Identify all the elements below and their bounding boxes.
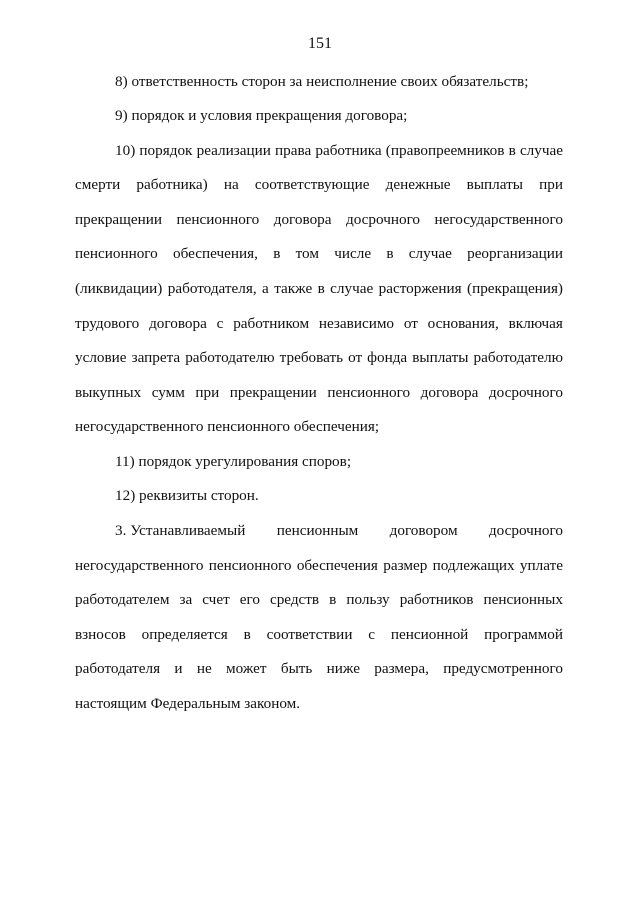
text-line: [115, 140, 563, 162]
word: соответствующие: [254, 176, 370, 193]
word: прекращении: [75, 211, 162, 228]
word: не: [196, 660, 212, 677]
word: и: [174, 660, 183, 677]
word: договора: [149, 315, 207, 332]
word: 10): [115, 142, 136, 159]
word: в: [329, 591, 337, 608]
text-line: 11) порядок урегулирования споров;: [115, 453, 352, 470]
word: выплаты: [466, 176, 523, 193]
word: пенсионного: [327, 384, 411, 401]
word: программой: [484, 626, 563, 643]
word: размер: [383, 557, 428, 574]
word: от: [403, 315, 418, 332]
word: смерти: [75, 176, 121, 193]
word: за: [179, 591, 193, 608]
word: при: [195, 384, 220, 401]
word: работодателю: [473, 349, 563, 366]
word: работодателю: [185, 349, 275, 366]
word: реализации: [196, 142, 271, 159]
word: негосударственного: [434, 211, 563, 228]
word: обеспечения,: [173, 245, 258, 262]
word: уплате: [519, 557, 563, 574]
word: работодателя: [75, 660, 161, 677]
text-line: [75, 209, 563, 231]
word: пенсионного: [208, 557, 292, 574]
text-line: 9) порядок и условия прекращения договора;: [115, 107, 408, 124]
text-line: [75, 243, 563, 265]
word: работником: [233, 315, 310, 332]
word: от: [348, 349, 363, 366]
text-line: [75, 589, 563, 611]
word: независимо: [318, 315, 395, 332]
word: соответствии: [266, 626, 353, 643]
word: случае: [330, 280, 374, 297]
word: прекращении: [229, 384, 317, 401]
text-line: [75, 624, 563, 646]
word: пенсионных: [483, 591, 563, 608]
text-line: [75, 313, 563, 335]
word: в: [273, 245, 281, 262]
word: счет: [202, 591, 230, 608]
word: досрочного: [488, 522, 563, 539]
word: с: [216, 315, 224, 332]
word: обеспечения: [296, 557, 378, 574]
word: основания,: [427, 315, 499, 332]
word: требовать: [279, 349, 344, 366]
text-line: негосударственного пенсионного обеспечения;: [75, 418, 380, 435]
word: с: [368, 626, 376, 643]
word: условие: [75, 349, 127, 366]
text-line: настоящим Федеральным законом.: [75, 695, 301, 712]
text-line: [75, 347, 563, 369]
word: сумм: [151, 384, 185, 401]
word: в: [317, 280, 325, 297]
word: запрета: [131, 349, 181, 366]
word: трудового: [75, 315, 140, 332]
word: быть: [280, 660, 313, 677]
word: выкупных: [75, 384, 142, 401]
word: 3. Устанавливаемый: [115, 522, 246, 539]
word: порядок: [139, 142, 193, 159]
word: при: [539, 176, 563, 193]
word: реорганизации: [467, 245, 563, 262]
text-line: 12) реквизиты сторон.: [115, 487, 259, 504]
word: денежные: [385, 176, 451, 193]
word: а: [262, 280, 269, 297]
word: предусмотренного: [443, 660, 563, 677]
word: фонда: [367, 349, 408, 366]
word: (ликвидации): [75, 280, 163, 297]
word: включая: [508, 315, 563, 332]
text-line: [75, 278, 563, 300]
word: случае: [519, 142, 563, 159]
word: пенсионной: [390, 626, 469, 643]
word: (прекращения): [467, 280, 563, 297]
text-line: [75, 555, 563, 577]
text-line: [75, 658, 563, 680]
word: его: [239, 591, 260, 608]
word: ниже: [326, 660, 360, 677]
word: также: [274, 280, 313, 297]
word: может: [226, 660, 267, 677]
word: работника: [315, 142, 382, 159]
word: пенсионного: [176, 211, 260, 228]
word: в: [386, 245, 394, 262]
word: случае: [408, 245, 452, 262]
word: пользу: [346, 591, 390, 608]
word: в: [508, 142, 516, 159]
word: взносов: [75, 626, 126, 643]
text-line: [75, 382, 563, 404]
word: договором: [389, 522, 458, 539]
word: (правопреемников: [385, 142, 505, 159]
word: договора: [420, 384, 479, 401]
word: досрочного: [488, 384, 563, 401]
word: пенсионного: [75, 245, 158, 262]
word: том: [295, 245, 319, 262]
page-number: 151: [308, 35, 332, 52]
word: выплаты: [412, 349, 469, 366]
word: досрочного: [345, 211, 421, 228]
word: работодателя,: [167, 280, 257, 297]
word: на: [223, 176, 239, 193]
word: негосударственного: [75, 557, 204, 574]
word: подлежащих: [432, 557, 515, 574]
word: средств: [269, 591, 320, 608]
word: работника): [136, 176, 208, 193]
word: пенсионным: [276, 522, 359, 539]
word: в: [243, 626, 251, 643]
word: числе: [334, 245, 372, 262]
word: работников: [399, 591, 474, 608]
word: расторжения: [378, 280, 462, 297]
word: договора: [273, 211, 332, 228]
word: работодателем: [75, 591, 170, 608]
text-line: 8) ответственность сторон за неисполнение своих обязательств;: [115, 73, 529, 90]
text-line: [115, 520, 563, 542]
word: определяется: [141, 626, 228, 643]
word: размера,: [374, 660, 429, 677]
word: права: [275, 142, 312, 159]
text-line: [75, 174, 563, 196]
